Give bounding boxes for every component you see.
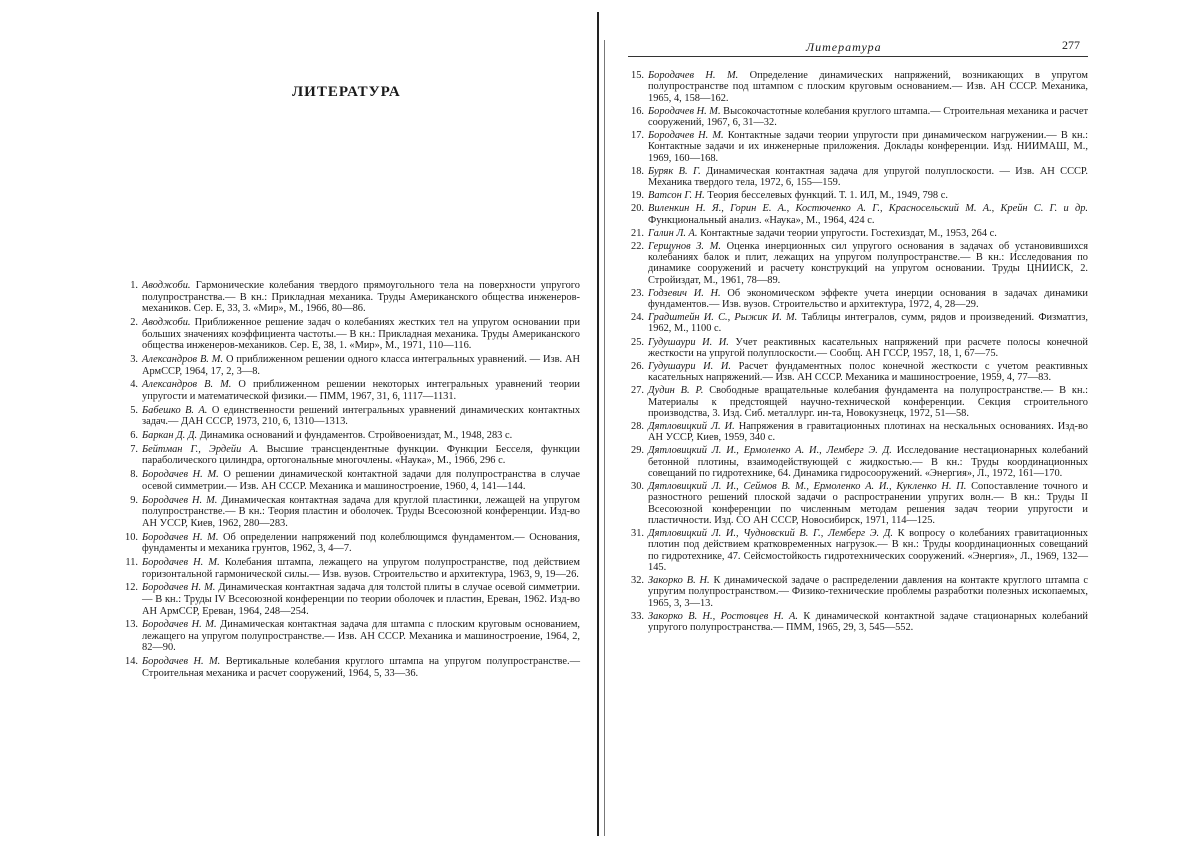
reference-item <box>112 619 580 654</box>
reference-text: Гармонические колебания твердого прямоугольного тела на поверхности упругого полупространства.— В кн.: Прикладная механика. Труды Американского общества инженеров-механиков. Сер. Е, 33, 3. «Мир», М., 1966, 80—86. <box>142 280 580 315</box>
reference-number: 14. <box>125 656 138 668</box>
reference-author: Бородачев Н. М. <box>142 469 219 481</box>
reference-number: 31. <box>631 528 644 540</box>
reference-author: Герщунов З. М. <box>648 240 721 252</box>
reference-number: 26. <box>631 360 644 372</box>
reference-text: Определение динамических напряжений, возникающих в упругом полупространстве под штампом с плоским круговым основанием.— Изв. АН СССР. Механика, 1965, 4, 158—162. <box>648 70 1088 104</box>
page-number: 277 <box>1062 38 1080 52</box>
reference-item <box>112 430 580 442</box>
book-gutter <box>597 12 599 836</box>
reference-item <box>618 190 1088 201</box>
reference-author: Гудушаури И. И. <box>648 336 729 348</box>
reference-item <box>112 469 580 492</box>
reference-author: Александров В. М. <box>142 353 224 365</box>
reference-author: Ватсон Г. Н. <box>648 190 705 202</box>
reference-text: Динамическая контактная задача для штампа с плоским круговым основанием, лежащего на упругом полупространстве.— Изв. АН СССР. Механика и машиностроение, 1964, 2, 82—90. <box>142 619 580 654</box>
reference-author: Градштейн И. С., Рыжик И. М. <box>648 312 798 324</box>
reference-item <box>618 106 1088 129</box>
reference-text: Исследование нестационарных колебаний бетонной плотины, взаимодействующей с жидкостью.— В кн.: Труды координационных совещаний по гидротехнике, 64. Динамика гидросооружений. «Энергия», Л., 1972, 161—170. <box>648 445 1089 479</box>
reference-number: 29. <box>631 445 644 457</box>
reference-author: Бейтман Г., Эрдейи А. <box>142 443 259 455</box>
reference-number: 27. <box>631 385 644 397</box>
reference-author: Бабешко В. А. <box>142 404 208 416</box>
reference-author: Аводжоби. <box>142 316 191 328</box>
reference-text: Об экономическом эффекте учета инерции основания в задачах динамики фундаментов.— Изв. вузов. Строительство и архитектура, 1972, 4, 28—29. <box>648 287 1088 311</box>
reference-author: Александров В. М. <box>142 379 232 391</box>
reference-item <box>618 130 1088 164</box>
reference-author: Дудин В. Р. <box>648 385 704 397</box>
reference-list-left <box>112 280 580 682</box>
book-gutter-shadow <box>604 40 605 836</box>
reference-number: 24. <box>631 312 644 324</box>
reference-text: Расчет фундаментных полос конечной жесткости с учетом реактивных касательных напряжений.— Изв. АН СССР. Механика и машиностроение, 1959, 4, 77—83. <box>648 360 1088 384</box>
reference-number: 7. <box>130 443 138 455</box>
reference-author: Бородачев Н. М. <box>142 494 218 506</box>
running-head: Литература <box>806 40 882 54</box>
reference-item <box>618 385 1088 419</box>
reference-number: 20. <box>631 203 644 215</box>
reference-number: 17. <box>631 130 644 142</box>
reference-text: Теория бесселевых функций. Т. 1. ИЛ, М., 1949, 798 с. <box>704 190 948 202</box>
reference-number: 2. <box>130 316 138 328</box>
reference-author: Дятловицкий Л. И., Чудновский В. Г., Лемберг Э. Д. <box>648 528 893 540</box>
reference-author: Бородачев Н. М. <box>142 556 220 568</box>
reference-item <box>618 337 1088 360</box>
reference-item <box>112 582 580 617</box>
reference-number: 16. <box>631 105 644 117</box>
right-page <box>618 0 1088 848</box>
reference-text: Динамическая контактная задача для упругой полуплоскости. — Изв. АН СССР. Механика твердого тела, 1972, 6, 155—159. <box>648 165 1089 189</box>
reference-text: Колебания штампа, лежащего на упругом полупространстве, под действием горизонтальной гармонической силы.— Изв. вузов. Строительство и архитектура, 1963, 9, 19—26. <box>142 556 580 580</box>
section-title: ЛИТЕРАТУРА <box>292 84 401 100</box>
reference-item <box>618 228 1088 239</box>
reference-number: 13. <box>125 619 138 631</box>
reference-text: Контактные задачи теории упругости. Гостехиздат, М., 1953, 264 с. <box>697 227 997 239</box>
reference-item <box>618 203 1088 226</box>
reference-item <box>112 280 580 315</box>
reference-number: 19. <box>631 190 644 202</box>
reference-number: 12. <box>125 582 138 594</box>
reference-author: Бородачев Н. М. <box>648 130 724 142</box>
reference-number: 25. <box>631 336 644 348</box>
reference-item <box>112 495 580 530</box>
reference-list-right <box>618 70 1088 635</box>
reference-text: Оценка инерционных сил упругого основания в задачах об установившихся колебаниях балок и плит, лежащих на упругом полупространстве.— В кн.: Исследования по динамике сооружений и расчету конструкций на упругом основании. Труды ЦНИИСК, 2. Стройиздат, М., 1961, 78—89. <box>648 240 1088 286</box>
reference-number: 28. <box>631 420 644 432</box>
reference-number: 15. <box>631 70 644 81</box>
reference-text: К вопросу о колебаниях гравитационных плотин под действием кратковременных нагрузок.— В кн.: Труды координационных совещаний по гидротехнике, 47. Сейсмостойкость гидротехнических сооружений. «Энергия», Л., 1969, 132—145. <box>648 528 1088 573</box>
reference-text: Динамическая контактная задача для круглой пластинки, лежащей на упругом полупространстве.— В кн.: Теория пластин и оболочек. Труды Всесоюзной конференции. Изд-во АН УССР, Киев, 1962, 280—283. <box>142 494 580 529</box>
reference-number: 6. <box>130 430 138 442</box>
reference-item <box>112 379 580 402</box>
reference-author: Галин Л. А. <box>648 227 698 239</box>
reference-item <box>618 241 1088 286</box>
reference-number: 8. <box>130 469 138 481</box>
reference-item <box>112 532 580 555</box>
reference-author: Дятловицкий Л. И., Сеймов В. М., Ермоленко А. И., Кукленко Н. П. <box>648 481 967 493</box>
reference-item <box>112 317 580 352</box>
reference-author: Бородачев Н. М. <box>648 70 739 81</box>
reference-text: Контактные задачи теории упругости при динамическом нагружении.— В кн.: Контактные задачи и их инженерные приложения. Доклады конференции. Изд. НИИМАШ, М., 1969, 160—168. <box>648 130 1088 164</box>
reference-item <box>112 405 580 428</box>
reference-author: Годзевич И. Н. <box>648 287 721 299</box>
reference-number: 5. <box>130 404 138 416</box>
reference-text: Напряжения в гравитационных плотинах на нескальных основаниях. Изд-во АН УССР, Киев, 1959, 340 с. <box>648 420 1088 444</box>
reference-item <box>618 312 1088 335</box>
reference-number: 11. <box>125 556 138 568</box>
reference-item <box>112 557 580 580</box>
reference-author: Бородачев Н. М. <box>142 531 219 543</box>
reference-item <box>618 70 1088 104</box>
reference-item <box>618 288 1088 311</box>
reference-text: К динамической задаче о распределении давления на контакте круглого штампа с упругим полупространством.— Физико-технические проблемы разработки полезных ископаемых, 1965, 3, 3—13. <box>648 575 1088 609</box>
reference-number: 1. <box>130 280 138 291</box>
reference-item <box>112 444 580 467</box>
reference-item <box>618 528 1088 573</box>
reference-author: Бородачев Н. М. <box>648 105 721 117</box>
header-rule <box>628 56 1088 57</box>
reference-number: 22. <box>631 240 644 252</box>
reference-number: 30. <box>631 481 644 493</box>
reference-author: Буряк В. Г. <box>648 165 701 177</box>
reference-number: 21. <box>631 227 644 239</box>
left-page <box>112 0 580 848</box>
reference-text: Свободные вращательные колебания фундамента на полупространстве.— В кн.: Материалы к предстоящей научно-технической конференции. Секция строительного производства, 3. Изд. Сиб. металлург. ин-та, Новокузнецк, 1972, 51—58. <box>648 385 1089 419</box>
reference-item <box>618 575 1088 609</box>
reference-number: 4. <box>130 379 138 391</box>
reference-text: Высшие трансцендентные функции. Функции Бесселя, функции параболического цилиндра, ортогональные многочлены. «Наука», М., 1966, 296 с. <box>142 443 580 467</box>
reference-text: Высокочастотные колебания круглого штампа.— Строительная механика и расчет сооружений, 1967, 6, 31—32. <box>648 105 1088 128</box>
reference-text: Сопоставление точного и разностного решений плоской задачи о распространении упругих волн.— В кн.: Труды II Всесоюзной конференции по численным методам решения задач теории упругости и пластичности. Изд. СО АН СССР, Новосибирск, 1971, 114—125. <box>648 481 1088 526</box>
reference-author: Бородачев Н. М. <box>142 619 217 631</box>
reference-number: 18. <box>631 165 644 177</box>
reference-item <box>618 611 1088 634</box>
reference-item <box>112 656 580 679</box>
reference-text: Таблицы интегралов, сумм, рядов и произведений. Физматгиз, 1962, М., 1100 с. <box>648 312 1088 335</box>
reference-author: Закорко В. Н., Ростовцев Н. А. <box>648 610 799 622</box>
reference-author: Виленкин Н. Я., Горин Е. А., Костюченко А. Г., Красносельский М. А., Крейн С. Г. и др. <box>648 203 1088 215</box>
reference-author: Аводжоби. <box>142 280 191 291</box>
reference-text: О решении динамической контактной задачи для полупространства в случае осевой симметрии.— Изв. АН СССР. Механика и машиностроение, 1960, 4, 141—144. <box>142 469 580 492</box>
reference-text: Приближенное решение задач о колебаниях жестких тел на упругом основании при больших значениях коэффициента частоты.— В кн.: Прикладная механика. Труды Американского общества инженеров-механиков. Сер. Е, 38, 1. «Мир», М., 1971, 110—116. <box>142 316 580 352</box>
reference-number: 33. <box>631 610 644 622</box>
reference-item <box>618 361 1088 384</box>
reference-number: 32. <box>631 575 644 587</box>
reference-item <box>618 481 1088 526</box>
reference-author: Бородачев Н. М. <box>142 582 216 594</box>
reference-text: Динамика оснований и фундаментов. Стройвоениздат, М., 1948, 283 с. <box>197 430 513 442</box>
reference-number: 10. <box>125 531 138 543</box>
reference-text: К динамической контактной задаче стационарных колебаний упругого полупространства.— ПММ, 1965, 29, 3, 545—552. <box>648 610 1088 633</box>
reference-text: Динамическая контактная задача для толстой плиты в случае осевой симметрии.— В кн.: Труды IV Всесоюзной конференции по теории оболочек и пластин, Ереван, 1962. Изд-во АН АрмССР, Ереван, 1964, 248—254. <box>142 582 580 617</box>
reference-item <box>112 354 580 377</box>
reference-author: Дятловицкий Л. И., Ермоленко А. И., Лемберг Э. Д. <box>648 445 892 457</box>
reference-author: Баркан Д. Д. <box>142 430 198 442</box>
reference-item <box>618 421 1088 444</box>
reference-text: Об определении напряжений под колеблющимся фундаментом.— Основания, фундаменты и механика грунтов, 1962, 3, 4—7. <box>142 531 580 555</box>
reference-number: 23. <box>631 287 644 299</box>
reference-text: Учет реактивных касательных напряжений при расчете полосы конечной жесткости на упругой полуплоскости.— Сообщ. АН ГССР, 1957, 18, 1, 67—75. <box>648 336 1088 359</box>
reference-item <box>618 166 1088 189</box>
reference-author: Гудушаури И. И. <box>648 360 732 372</box>
reference-text: О приближенном решении некоторых интегральных уравнений теории упругости и математической физики.— ПММ, 1967, 31, 6, 1117—1131. <box>142 379 580 402</box>
reference-author: Дятловицкий Л. И. <box>648 420 735 432</box>
reference-text: О единственности решений интегральных уравнений динамических контактных задач.— ДАН СССР, 1973, 210, 6, 1310—1313. <box>142 404 581 428</box>
reference-item <box>618 445 1088 479</box>
reference-number: 9. <box>130 494 138 506</box>
reference-author: Бородачев Н. М. <box>142 656 221 668</box>
reference-author: Закорко В. Н. <box>648 575 710 587</box>
reference-text: Функциональный анализ. «Наука», М., 1964, 424 с. <box>648 214 875 226</box>
reference-number: 3. <box>130 353 138 365</box>
reference-text: О приближенном решении одного класса интегральных уравнений. — Изв. АН АрмССР, 1964, 17, 2, 3—8. <box>142 353 580 377</box>
reference-text: Вертикальные колебания круглого штампа на упругом полупространстве.— Строительная механика и расчет сооружений, 1964, 5, 33—36. <box>142 656 580 679</box>
